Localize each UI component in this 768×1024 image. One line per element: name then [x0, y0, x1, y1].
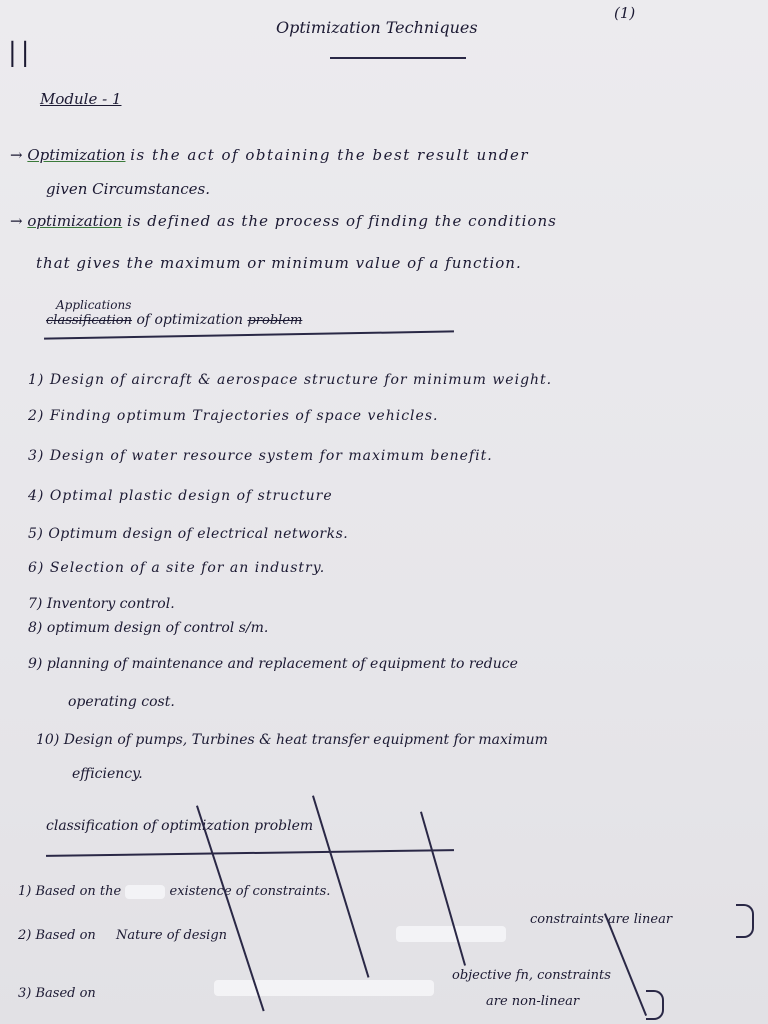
- item-prefix: 1) Based on the: [18, 884, 122, 899]
- definition-text: is the act of obtaining the best result under: [130, 146, 530, 164]
- item-text: existence of constraints.: [169, 884, 331, 899]
- definition-2: [10, 212, 557, 230]
- classification-underline: [46, 849, 454, 857]
- list-item: 8) optimum design of control s/m.: [28, 620, 269, 636]
- definition-1-continuation: given Circumstances.: [46, 180, 210, 198]
- module-heading: Module - 1: [40, 90, 122, 108]
- classification-item-2: [18, 928, 227, 943]
- list-item: 6) Selection of a site for an industry.: [28, 560, 326, 576]
- list-item: 2) Finding optimum Trajectories of space vehicles.: [28, 408, 439, 424]
- classification-note-a: objective fn, constraints: [452, 968, 611, 983]
- arrow-icon: →: [10, 212, 23, 230]
- classification-note-b: are non-linear: [486, 994, 580, 1009]
- definition-text: is defined as the process of finding the conditions: [126, 212, 557, 230]
- list-item: operating cost.: [68, 694, 175, 710]
- list-item: 4) Optimal plastic design of structure: [28, 488, 333, 504]
- list-item: 10) Design of pumps, Turbines & heat transfer equipment for maximum: [36, 732, 548, 748]
- struck-word: classification: [46, 313, 132, 328]
- struck-word: problem: [247, 313, 303, 328]
- whiteout: [214, 980, 434, 996]
- whiteout: [125, 885, 165, 899]
- heading-text: of optimization: [136, 312, 244, 328]
- item-prefix: 2) Based on: [18, 928, 96, 943]
- list-item: 5) Optimum design of electrical networks.: [28, 526, 349, 542]
- list-item: 7) Inventory control.: [28, 596, 175, 612]
- page-number: (1): [614, 4, 636, 22]
- classification-heading: classification of optimization problem: [46, 818, 314, 834]
- item-text: Nature of design: [115, 928, 228, 943]
- classification-note: constraints are linear: [530, 912, 673, 927]
- list-item: 3) Design of water resource system for maximum benefit.: [28, 448, 493, 464]
- definition-term: optimization: [27, 212, 123, 230]
- definition-1: [10, 146, 529, 164]
- strike-line: [604, 913, 647, 1016]
- definition-2-continuation: that gives the maximum or minimum value of a function.: [36, 254, 522, 272]
- bracket: [736, 904, 754, 938]
- definition-term: Optimization: [27, 146, 126, 164]
- classification-item-1: [18, 884, 330, 899]
- margin-mark: ||: [8, 38, 34, 68]
- applications-heading: Applications: [56, 298, 132, 312]
- whiteout: [396, 926, 506, 942]
- applications-underline: [44, 330, 454, 339]
- list-item: 9) planning of maintenance and replacement of equipment to reduce: [28, 656, 518, 672]
- applications-subheading: [46, 312, 302, 328]
- list-item: 1) Design of aircraft & aerospace structure for minimum weight.: [28, 372, 553, 388]
- strike-line: [420, 811, 466, 965]
- title-underline: [330, 57, 466, 59]
- item-prefix: 3) Based on: [18, 986, 96, 1001]
- list-item: efficiency.: [72, 766, 143, 782]
- page-title: Optimization Techniques: [276, 18, 478, 37]
- classification-item-3: [18, 986, 96, 1001]
- bracket: [646, 990, 664, 1020]
- arrow-icon: →: [10, 146, 23, 164]
